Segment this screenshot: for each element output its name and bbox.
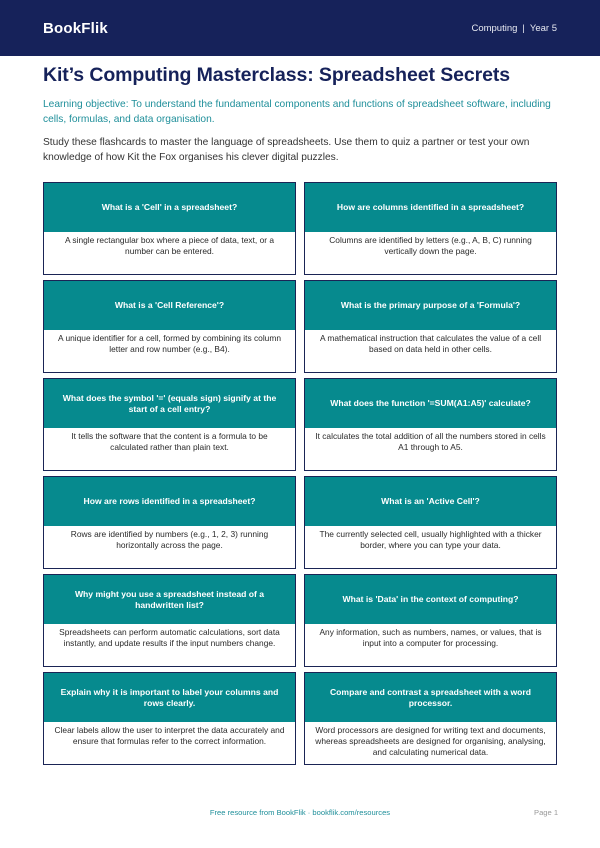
flashcard-question: What is the primary purpose of a 'Formula'? [305, 281, 556, 330]
flashcard [43, 574, 296, 667]
flashcard-answer: It calculates the total addition of all the numbers stored in cells A1 through to A5. [315, 431, 546, 452]
flashcard [304, 476, 557, 569]
flashcard-question: Compare and contrast a spreadsheet with a word processor. [305, 673, 556, 722]
flashcard-question: Explain why it is important to label your columns and rows clearly. [44, 673, 295, 722]
top-bar [0, 0, 600, 56]
flashcard [43, 378, 296, 471]
flashcard-answer: It tells the software that the content is a formula to be calculated rather than plain text. [71, 431, 268, 452]
flashcard [43, 280, 296, 373]
flashcard [304, 280, 557, 373]
flashcard-answer: A single rectangular box where a piece of data, text, or a number can be entered. [64, 235, 275, 256]
subject-separator: | [522, 22, 525, 34]
flashcard [304, 672, 557, 765]
flashcard-question: How are columns identified in a spreadsheet? [305, 183, 556, 232]
flashcard-question: What does the function '=SUM(A1:A5)' calculate? [305, 379, 556, 428]
intro-text: Study these flashcards to master the language of spreadsheets. Use them to quiz a partner or test your own knowledge of how Kit the Fox organises his clever digital puzzles. [43, 137, 530, 163]
flashcard-answer: Columns are identified by letters (e.g., A, B, C) running vertically down the page. [329, 235, 532, 256]
flashcard-answer: Word processors are designed for writing text and documents, whereas spreadsheets are designed for organising, analysing, and calculating numerical data. [315, 725, 546, 757]
flashcard [43, 476, 296, 569]
flashcard-answer: The currently selected cell, usually highlighted with a thicker border, where you can type your data. [319, 529, 542, 550]
flashcard-question: Why might you use a spreadsheet instead of a handwritten list? [44, 575, 295, 624]
flashcard [43, 182, 296, 275]
year-label: Year 5 [529, 22, 557, 34]
flashcard-question: What is 'Data' in the context of computing? [305, 575, 556, 624]
subject-name: Computing [471, 22, 518, 34]
flashcard-question: What is a 'Cell Reference'? [44, 281, 295, 330]
flashcard-answer: A mathematical instruction that calculates the value of a cell based on data held in other cells. [319, 333, 542, 354]
footer-link[interactable]: Free resource from BookFlik · bookflik.com/resources [209, 808, 391, 817]
learning-objective: Learning objective: To understand the fundamental components and functions of spreadsheet software, including cells, formulas, and data organisation. [43, 99, 551, 125]
flashcard-answer: Rows are identified by numbers (e.g., 1, 2, 3) running horizontally across the page. [70, 529, 269, 550]
brand-logo: BookFlik [43, 19, 108, 37]
flashcard-answer: Any information, such as numbers, names, or values, that is input into a computer for processing. [319, 627, 542, 648]
page-number: Page 1 [534, 808, 559, 817]
flashcard [304, 182, 557, 275]
flashcard [304, 574, 557, 667]
flashcard-question: How are rows identified in a spreadsheet? [44, 477, 295, 526]
flashcard-answer: Spreadsheets can perform automatic calculations, sort data instantly, and update results if the input numbers change. [59, 627, 280, 648]
flashcard-question: What is an 'Active Cell'? [305, 477, 556, 526]
page-title: Kit’s Computing Masterclass: Spreadsheet Secrets [43, 64, 510, 86]
flashcard-question: What does the symbol '=' (equals sign) signify at the start of a cell entry? [44, 379, 295, 428]
flashcard-question: What is a 'Cell' in a spreadsheet? [44, 183, 295, 232]
subject-label [471, 23, 557, 34]
flashcard-answer: Clear labels allow the user to interpret the data accurately and ensure that formulas refer to the correct information. [54, 725, 285, 746]
flashcard [43, 672, 296, 765]
flashcard-answer: A unique identifier for a cell, formed by combining its column letter and row number (e.g., B4). [58, 333, 281, 354]
flashcard [304, 378, 557, 471]
